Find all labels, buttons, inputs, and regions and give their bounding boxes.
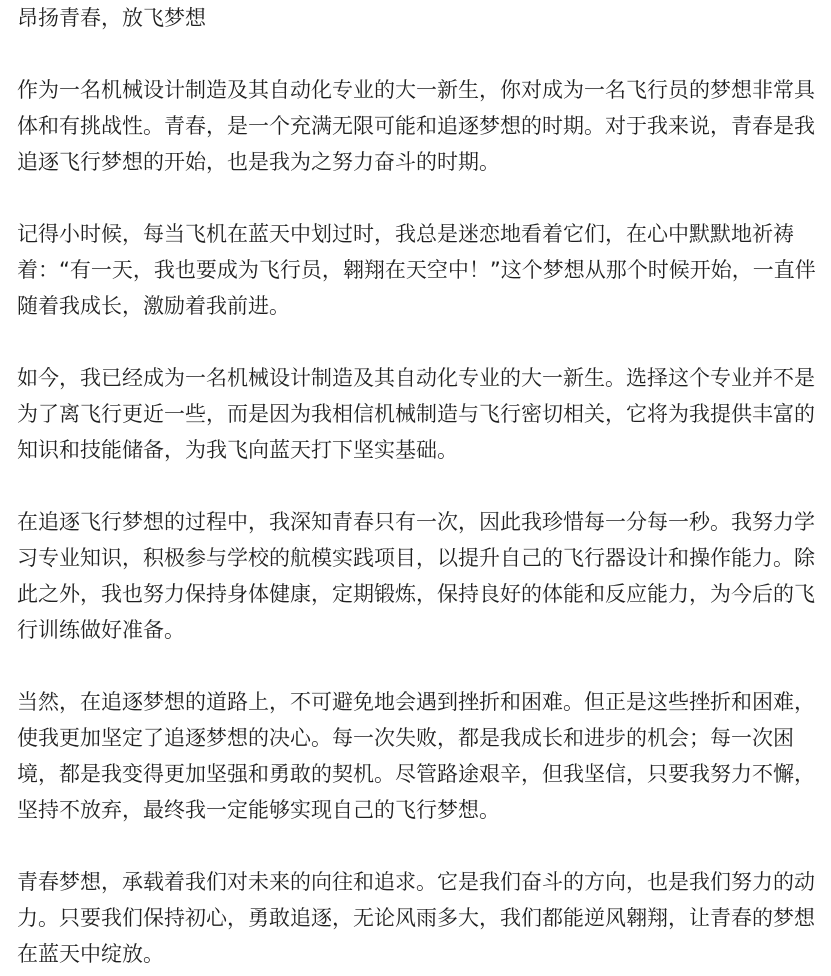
- essay-paragraph-1: 作为一名机械设计制造及其自动化专业的大一新生，你对成为一名飞行员的梦想非常具体和有挑战性。青春，是一个充满无限可能和追逐梦想的时期。对于我来说，青春是我追逐飞行梦想的开始，也是我为之努力奋斗的时期。: [17, 78, 815, 174]
- essay-document: [17, 0, 831, 972]
- essay-paragraph-3: 如今，我已经成为一名机械设计制造及其自动化专业的大一新生。选择这个专业并不是为了离飞行更近一些，而是因为我相信机械制造与飞行密切相关，它将为我提供丰富的知识和技能储备，为我飞向蓝天打下坚实基础。: [17, 366, 815, 462]
- essay-paragraph-5: 当然，在追逐梦想的道路上，不可避免地会遇到挫折和困难。但正是这些挫折和困难，使我更加坚定了追逐梦想的决心。每一次失败，都是我成长和进步的机会；每一次困境，都是我变得更加坚强和勇敢的契机。尽管路途艰辛，但我坚信，只要我努力不懈，坚持不放弃，最终我一定能够实现自己的飞行梦想。: [17, 690, 815, 822]
- essay-title: 昂扬青春，放飞梦想: [17, 6, 206, 30]
- essay-paragraph-4: 在追逐飞行梦想的过程中，我深知青春只有一次，因此我珍惜每一分每一秒。我努力学习专业知识，积极参与学校的航模实践项目，以提升自己的飞行器设计和操作能力。除此之外，我也努力保持身体健康，定期锻炼，保持良好的体能和反应能力，为今后的飞行训练做好准备。: [17, 510, 815, 642]
- essay-paragraph-2: 记得小时候，每当飞机在蓝天中划过时，我总是迷恋地看着它们，在心中默默地祈祷着：“有一天，我也要成为飞行员，翱翔在天空中！”这个梦想从那个时候开始，一直伴随着我成长，激励着我前进。: [17, 222, 816, 318]
- essay-paragraph-6: 青春梦想，承载着我们对未来的向往和追求。它是我们奋斗的方向，也是我们努力的动力。只要我们保持初心，勇敢追逐，无论风雨多大，我们都能逆风翱翔，让青春的梦想在蓝天中绽放。: [17, 870, 815, 966]
